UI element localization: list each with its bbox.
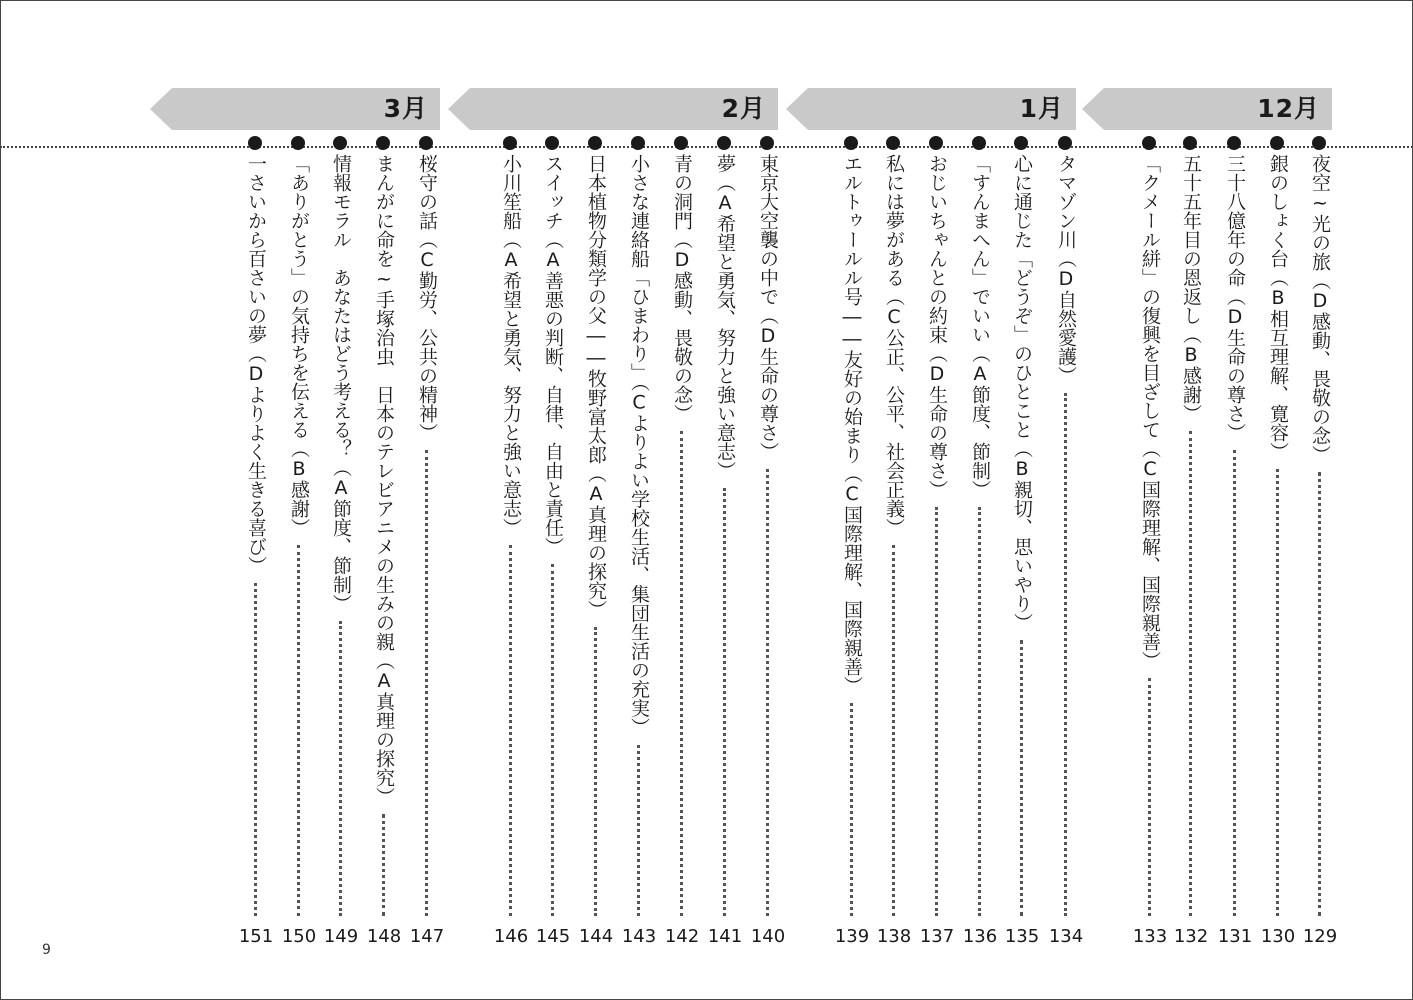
bullet-icon (972, 136, 986, 150)
dot-leader (1020, 640, 1023, 916)
dot-leader (382, 814, 385, 916)
entry-title: 東京大空襲の中で（D生命の尊さ） (757, 154, 779, 461)
toc-entry[interactable] (707, 136, 743, 948)
bullet-icon (503, 136, 517, 150)
entry-title: 日本植物分類学の父――牧野富太郎（A真理の探究） (585, 154, 607, 619)
dot-leader (892, 545, 895, 916)
dot-leader (1189, 431, 1192, 916)
toc-entry[interactable] (578, 136, 614, 948)
dot-leader (1276, 469, 1279, 916)
page-number: 131 (1217, 926, 1253, 947)
page-number: 139 (834, 926, 870, 947)
entry-title: 青の洞門（D感動、畏敬の念） (671, 154, 693, 423)
toc-entry[interactable] (919, 136, 955, 948)
bullet-icon (1142, 136, 1156, 150)
dot-leader (978, 507, 981, 916)
bullet-icon (631, 136, 645, 150)
page-number: 136 (962, 926, 998, 947)
toc-entry[interactable] (1048, 136, 1084, 948)
page-number: 146 (493, 926, 529, 947)
entry-title: 「すんまへん」でいい（A節度、節制） (969, 154, 991, 499)
bullet-icon (248, 136, 262, 150)
page-number: 133 (1132, 926, 1168, 947)
dot-leader (935, 507, 938, 916)
entry-title: 桜守の話（C勤労、公共の精神） (416, 154, 438, 442)
bullet-icon (1058, 136, 1072, 150)
month-label: 1月 (1019, 94, 1064, 123)
bullet-icon (760, 136, 774, 150)
dot-leader (637, 745, 640, 917)
entry-title: 小さな連絡船「ひまわり」（Cよりよい学校生活、集団生活の充実） (628, 154, 650, 737)
toc-entry[interactable] (238, 136, 274, 948)
month-label: 2月 (721, 94, 766, 123)
bullet-icon (717, 136, 731, 150)
bullet-icon (545, 136, 559, 150)
bullet-icon (1270, 136, 1284, 150)
entry-title: 「クメール絣」の復興を目ざして（C国際理解、国際親善） (1139, 154, 1161, 670)
month-banner-february (448, 88, 778, 130)
entry-title: 三十八億年の命（D生命の尊さ） (1224, 154, 1246, 442)
page-number: 135 (1004, 926, 1040, 947)
toc-entry[interactable] (409, 136, 445, 948)
entry-title: 五十五年目の恩返し（B感謝） (1180, 154, 1202, 423)
entry-title: 一さいから百さいの夢（Dよりよく生きる喜び） (245, 154, 267, 575)
toc-entry[interactable] (1302, 136, 1338, 948)
entry-title: 銀のしょく台（B相互理解、寛容） (1267, 154, 1289, 461)
dot-leader (850, 703, 853, 916)
entry-title: 夜空~光の旅（D感動、畏敬の念） (1309, 154, 1331, 464)
toc-entry[interactable] (1217, 136, 1253, 948)
page-number: 144 (578, 926, 614, 947)
dot-leader (1064, 393, 1067, 916)
dot-leader (723, 488, 726, 916)
page-number: 132 (1173, 926, 1209, 947)
dot-leader (297, 545, 300, 916)
month-banner-december (1082, 88, 1332, 130)
dot-leader (1148, 678, 1151, 916)
dot-leader (680, 431, 683, 916)
entry-title: おじいちゃんとの約束（D生命の尊さ） (926, 154, 948, 499)
bullet-icon (886, 136, 900, 150)
page-number: 140 (750, 926, 786, 947)
page-number: 149 (323, 926, 359, 947)
bullet-icon (674, 136, 688, 150)
page-number: 151 (238, 926, 274, 947)
entry-title: 「ありがとう」の気持ちを伝える（B感謝） (288, 154, 310, 537)
dot-leader (1318, 472, 1321, 916)
dot-leader (766, 469, 769, 916)
page-number: 130 (1260, 926, 1296, 947)
page-number: 141 (707, 926, 743, 947)
toc-entry[interactable] (323, 136, 359, 948)
page-folio: 9 (42, 942, 51, 958)
entry-title: 小川笙船（A希望と勇気、努力と強い意志） (500, 154, 522, 537)
bullet-icon (1014, 136, 1028, 150)
entry-title: スイッチ（A善悪の判断、自律、自由と責任） (542, 154, 564, 556)
dot-leader (425, 450, 428, 916)
toc-entry[interactable] (366, 136, 402, 948)
page-number: 134 (1048, 926, 1084, 947)
toc-entry[interactable] (1004, 136, 1040, 948)
dot-leader (509, 545, 512, 916)
entry-title: 夢（A希望と勇気、努力と強い意志） (714, 154, 736, 480)
bullet-icon (1183, 136, 1197, 150)
entry-title: 心に通じた「どうぞ」のひとこと（B親切、思いやり） (1011, 154, 1033, 632)
bullet-icon (419, 136, 433, 150)
toc-entry[interactable] (750, 136, 786, 948)
page-number: 148 (366, 926, 402, 947)
page-number: 143 (621, 926, 657, 947)
entry-title: 私には夢がある（C公正、公平、社会正義） (883, 154, 905, 537)
toc-entry[interactable] (1173, 136, 1209, 948)
toc-entry[interactable] (1260, 136, 1296, 948)
page-number: 145 (535, 926, 571, 947)
entry-title: まんがに命を~手塚治虫 日本のテレビアニメの生みの親（A真理の探究） (373, 154, 395, 806)
month-banner-january (786, 88, 1076, 130)
page-number: 137 (919, 926, 955, 947)
toc-entry[interactable] (962, 136, 998, 948)
toc-entry[interactable] (281, 136, 317, 948)
page-number: 150 (281, 926, 317, 947)
bullet-icon (333, 136, 347, 150)
toc-entry[interactable] (876, 136, 912, 948)
bullet-icon (929, 136, 943, 150)
month-label: 12月 (1257, 94, 1320, 123)
bullet-icon (291, 136, 305, 150)
entry-title: 情報モラル あなたはどう考える？（A節度、節制） (330, 154, 352, 613)
dot-leader (339, 621, 342, 916)
toc-entry[interactable] (535, 136, 571, 948)
bullet-icon (588, 136, 602, 150)
dot-leader (551, 564, 554, 916)
page-number: 138 (876, 926, 912, 947)
dot-leader (1233, 450, 1236, 916)
dot-leader (254, 583, 257, 916)
entry-title: エルトゥールル号――友好の始まり（C国際理解、国際親善） (841, 154, 863, 695)
dot-leader (594, 627, 597, 916)
toc-entry[interactable] (664, 136, 700, 948)
month-label: 3月 (383, 94, 428, 123)
toc-entry[interactable] (621, 136, 657, 948)
toc-entry[interactable] (834, 136, 870, 948)
toc-entry[interactable] (493, 136, 529, 948)
page-number: 129 (1302, 926, 1338, 947)
page-number: 142 (664, 926, 700, 947)
entry-title: タマゾン川（D自然愛護） (1055, 154, 1077, 385)
toc-entry[interactable] (1132, 136, 1168, 948)
bullet-icon (1312, 136, 1326, 150)
bullet-icon (844, 136, 858, 150)
page-number: 147 (409, 926, 445, 947)
bullet-icon (1227, 136, 1241, 150)
bullet-icon (376, 136, 390, 150)
month-banner-march (150, 88, 440, 130)
